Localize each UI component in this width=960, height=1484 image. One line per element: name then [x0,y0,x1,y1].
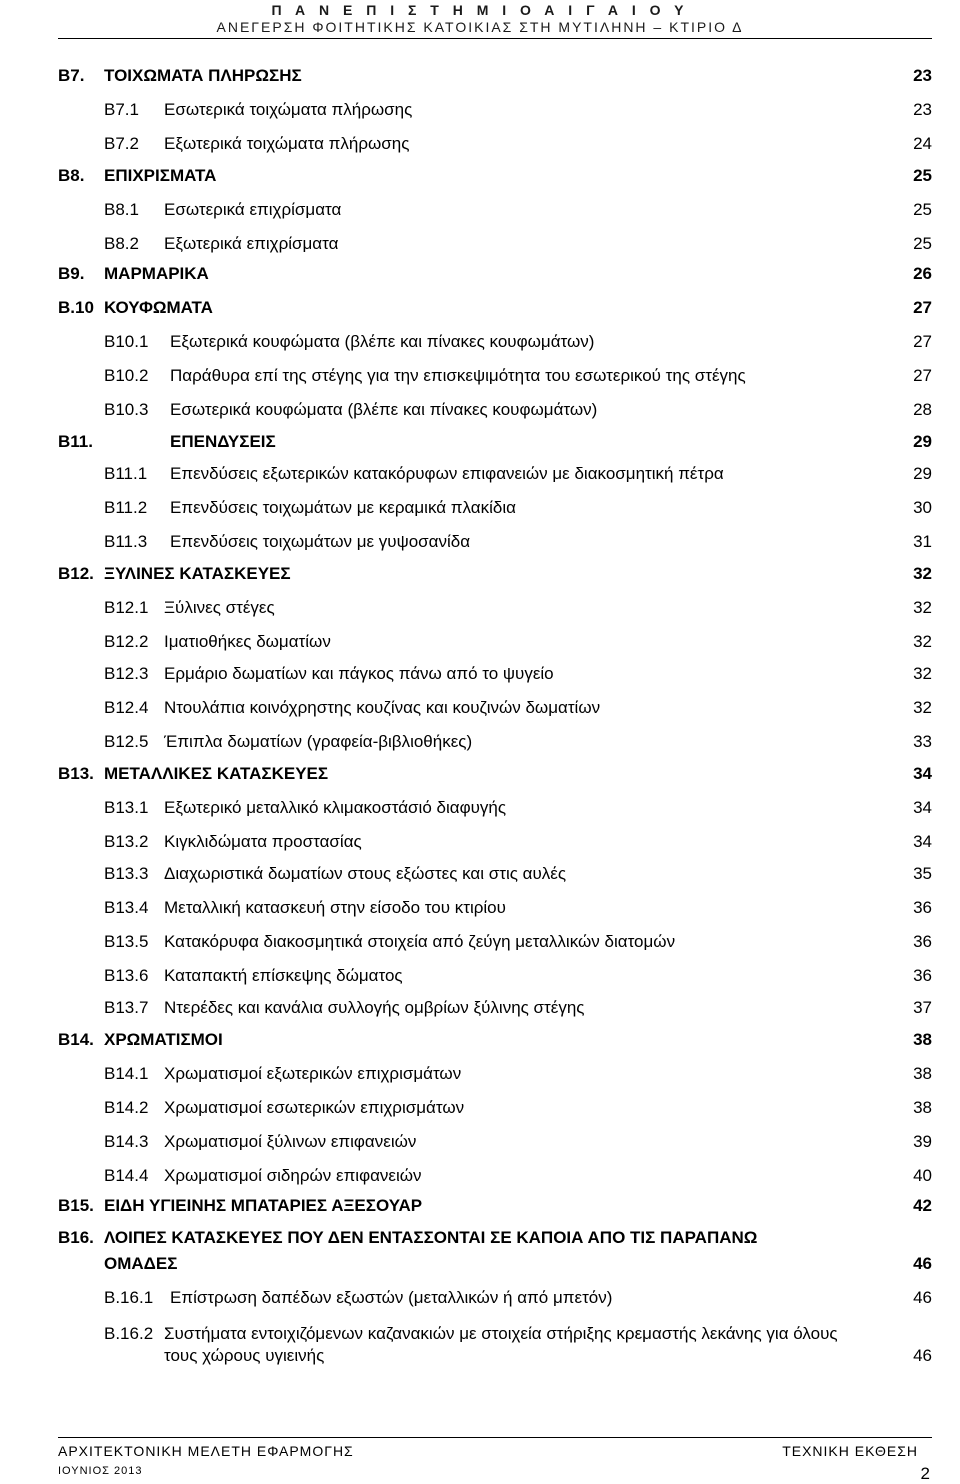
toc-subsection-row [0,232,960,256]
toc-subsection-row [0,662,960,686]
toc-title: ΕΠΙΧΡΙΣΜΑΤΑ [104,166,217,185]
toc-title: ΧΡΩΜΑΤΙΣΜΟΙ [104,1030,223,1049]
toc-code: Β11.2 [104,498,148,517]
toc-page-number: 25 [913,200,932,219]
toc-title: Κιγκλιδώματα προστασίας [164,832,362,851]
toc-code: Β14.1 [104,1064,149,1083]
toc-page-number: 32 [913,564,932,583]
toc-code: Β13.2 [104,832,149,851]
toc-page-number: 30 [913,498,932,517]
toc-page-number: 37 [913,998,932,1017]
header-divider [58,38,932,39]
toc-page-number: 24 [913,134,932,153]
toc-title: Επενδύσεις εξωτερικών κατακόρυφων επιφανειών με διακοσμητική πέτρα [170,464,724,483]
toc-code: Β8.1 [104,200,139,219]
toc-page-number: 46 [913,1288,932,1307]
toc-subsection-row [0,1130,960,1154]
toc-title: Διαχωριστικά δωματίων στους εξώστες και στις αυλές [164,864,567,883]
toc-title: Ιματιοθήκες δωματίων [164,632,331,651]
toc-title-continuation: ΟΜΑΔΕΣ [104,1254,178,1273]
toc-subsection-row [0,132,960,156]
toc-title: ΚΟΥΦΩΜΑΤΑ [104,298,213,317]
toc-title: Εξωτερικό μεταλλικό κλιμακοστάσιό διαφυγής [164,798,507,817]
toc-title: Ξύλινες στέγες [164,598,275,617]
toc-title: Χρωματισμοί εξωτερικών επιχρισμάτων [164,1064,462,1083]
toc-title-continuation: τους χώρους υγιεινής [164,1346,325,1365]
toc-subsection-row [0,696,960,720]
toc-title: ΞΥΛΙΝΕΣ ΚΑΤΑΣΚΕΥΕΣ [104,564,291,583]
footer-divider [58,1437,932,1438]
toc-code: Β12.3 [104,664,149,683]
toc-title: Εξωτερικά κουφώματα (βλέπε και πίνακες κουφωμάτων) [170,332,595,351]
toc-page-number: 28 [913,400,932,419]
toc-title: ΤΟΙΧΩΜΑΤΑ ΠΛΗΡΩΣΗΣ [104,66,302,85]
toc-title: Ερμάριο δωματίων και πάγκος πάνω από το ψυγείο [164,664,554,683]
toc-title: Καταπακτή επίσκεψης δώματος [164,966,403,985]
toc-code: Β12.4 [104,698,149,717]
footer-date: ΙΟΥΝΙΟΣ 2013 [58,1465,143,1477]
toc-section-row [0,296,960,320]
toc-page-number: 29 [913,432,932,451]
toc-page-number: 34 [913,798,932,817]
toc-subsection-row [0,862,960,886]
toc-title: ΕΙΔΗ ΥΓΙΕΙΝΗΣ ΜΠΑΤΑΡΙΕΣ ΑΞΕΣΟΥΑΡ [104,1196,423,1215]
toc-page-number: 38 [913,1098,932,1117]
toc-title: Εξωτερικά επιχρίσματα [164,234,339,253]
toc-page-number: 40 [913,1166,932,1185]
toc-title: Εσωτερικά επιχρίσματα [164,200,342,219]
toc-subsection-row [0,630,960,654]
toc-page-number: 25 [913,234,932,253]
toc-section-row [0,762,960,786]
toc-code: Β13.4 [104,898,149,917]
toc-code: Β10.2 [104,366,149,385]
toc-page-row [0,1344,960,1368]
toc-page-number: 35 [913,864,932,883]
toc-code: Β.16.2 [104,1324,154,1343]
toc-code: Β14.4 [104,1166,149,1185]
toc-title: Χρωματισμοί εσωτερικών επιχρισμάτων [164,1098,465,1117]
toc-code: Β.16.1 [104,1288,154,1307]
toc-section-row [0,430,960,454]
toc-page-number: 23 [913,100,932,119]
toc-subsection-row [0,796,960,820]
toc-code: Β13. [58,764,94,783]
toc-code: Β10.1 [104,332,149,351]
toc-page-number: 39 [913,1132,932,1151]
toc-subsection-row [0,830,960,854]
toc-subsection-row [0,596,960,620]
toc-page-number: 36 [913,966,932,985]
toc-code: Β12.2 [104,632,149,651]
toc-code: Β11. [58,432,93,451]
toc-section-row [0,164,960,188]
toc-code: Β12.1 [104,598,149,617]
toc-page-number: 38 [913,1030,932,1049]
toc-code: Β7.2 [104,134,139,153]
toc-title: Εσωτερικά τοιχώματα πλήρωσης [164,100,413,119]
toc-page-number: 46 [913,1254,932,1273]
toc-page-number: 32 [913,632,932,651]
toc-subsection-row [0,996,960,1020]
toc-code: Β8. [58,166,85,185]
toc-title: Επίστρωση δαπέδων εξωστών (μεταλλικών ή από μπετόν) [170,1288,613,1307]
toc-title: Χρωματισμοί ξύλινων επιφανειών [164,1132,417,1151]
toc-section-row [0,1194,960,1218]
header-project-title: ΑΝΕΓΕΡΣΗ ΦΟΙΤΗΤΙΚΗΣ ΚΑΤΟΙΚΙΑΣ ΣΤΗ ΜΥΤΙΛΗΝΗ – ΚΤΙΡΙΟ Δ [216,19,744,35]
toc-subsection-row [0,198,960,222]
toc-subsection-row [0,730,960,754]
toc-page-number: 33 [913,732,932,751]
toc-title: ΜΕΤΑΛΛΙΚΕΣ ΚΑΤΑΣΚΕΥΕΣ [104,764,329,783]
toc-page-number: 27 [913,366,932,385]
toc-title: Εσωτερικά κουφώματα (βλέπε και πίνακες κουφωμάτων) [170,400,598,419]
toc-title: Παράθυρα επί της στέγης για την επισκεψιμότητα του εσωτερικού της στέγης [170,366,746,385]
toc-code: Β7. [58,66,85,85]
toc-page-number: 23 [913,66,932,85]
toc-page-number: 27 [913,332,932,351]
toc-code: Β13.6 [104,966,149,985]
toc-subsection-row [0,930,960,954]
toc-code: Β16. [58,1228,94,1247]
toc-code: Β12.5 [104,732,149,751]
toc-code: Β8.2 [104,234,139,253]
toc-section-row [0,262,960,286]
toc-subsection-row [0,1096,960,1120]
toc-page-number: 38 [913,1064,932,1083]
toc-page-number: 34 [913,764,932,783]
footer-document-title: ΑΡΧΙΤΕΚΤΟΝΙΚΗ ΜΕΛΕΤΗ ΕΦΑΡΜΟΓΗΣ [58,1443,354,1459]
toc-code: Β13.5 [104,932,149,951]
toc-code: Β13.3 [104,864,149,883]
toc-code: Β13.1 [104,798,149,817]
toc-subsection-row [0,896,960,920]
toc-subsection-row [0,330,960,354]
toc-page-number: 31 [913,532,932,551]
toc-section-row [0,562,960,586]
toc-subsection-row [0,98,960,122]
toc-page-number: 26 [913,264,932,283]
footer-section-title: ΤΕΧΝΙΚΗ ΕΚΘΕΣΗ [782,1443,918,1459]
toc-subsection-row [0,1164,960,1188]
toc-code: Β14.2 [104,1098,149,1117]
toc-title: Επενδύσεις τοιχωμάτων με γυψοσανίδα [170,532,471,551]
toc-code: Β11.1 [104,464,148,483]
toc-page-number: 27 [913,298,932,317]
toc-title: Εξωτερικά τοιχώματα πλήρωσης [164,134,410,153]
toc-page-number: 25 [913,166,932,185]
toc-subsection-row [0,1062,960,1086]
toc-code: Β7.1 [104,100,139,119]
toc-section-row [0,1226,960,1250]
toc-title: ΛΟΙΠΕΣ ΚΑΤΑΣΚΕΥΕΣ ΠΟΥ ΔΕΝ ΕΝΤΑΣΣΟΝΤΑΙ ΣΕ ΚΑΠΟΙΑ ΑΠΟ ΤΙΣ ΠΑΡΑΠΑΝΩ [104,1228,758,1247]
toc-page-number: 36 [913,898,932,917]
toc-page-number: 36 [913,932,932,951]
toc-page-number: 34 [913,832,932,851]
toc-page-number: 29 [913,464,932,483]
toc-code: Β12. [58,564,94,583]
toc-subsection-row [0,462,960,486]
toc-code: Β14.3 [104,1132,149,1151]
toc-page-number: 32 [913,664,932,683]
toc-page-number: 42 [913,1196,932,1215]
toc-subsection-row [0,364,960,388]
toc-subsection-row [0,1286,960,1310]
toc-page-number: 46 [913,1346,932,1365]
toc-subsection-row [0,496,960,520]
toc-subsection-row [0,964,960,988]
toc-title: Χρωματισμοί σιδηρών επιφανειών [164,1166,422,1185]
toc-section-row [0,64,960,88]
toc-page-number: 32 [913,698,932,717]
toc-page-number: 32 [913,598,932,617]
toc-title: ΕΠΕΝΔΥΣΕΙΣ [170,432,276,451]
toc-title: Κατακόρυφα διακοσμητικά στοιχεία από ζεύγη μεταλλικών διατομών [164,932,676,951]
toc-title: Μεταλλική κατασκευή στην είσοδο του κτιρίου [164,898,506,917]
toc-title: Επενδύσεις τοιχωμάτων με κεραμικά πλακίδια [170,498,516,517]
toc-title: Ντερέδες και κανάλια συλλογής ομβρίων ξύλινης στέγης [164,998,585,1017]
toc-page-row [0,1252,960,1276]
toc-subsection-row [0,1322,960,1346]
page-number: 2 [920,1464,930,1483]
toc-title: ΜΑΡΜΑΡΙΚΑ [104,264,209,283]
toc-title: Έπιπλα δωματίων (γραφεία-βιβλιοθήκες) [164,732,473,751]
toc-code: Β11.3 [104,532,148,551]
toc-code: Β10.3 [104,400,149,419]
header-university: Π Α Ν Ε Π Ι Σ Τ Η Μ Ι Ο Α Ι Γ Α Ι Ο Υ [271,2,689,18]
toc-subsection-row [0,398,960,422]
toc-code: Β14. [58,1030,94,1049]
toc-code: Β15. [58,1196,94,1215]
toc-section-row [0,1028,960,1052]
toc-code: Β13.7 [104,998,149,1017]
toc-title: Συστήματα εντοιχιζόμενων καζανακιών με στοιχεία στήριξης κρεμαστής λεκάνης για όλους [164,1324,838,1343]
toc-subsection-row [0,530,960,554]
toc-code: Β.10 [58,298,94,317]
toc-code: Β9. [58,264,85,283]
toc-title: Ντουλάπια κοινόχρηστης κουζίνας και κουζινών δωματίων [164,698,601,717]
